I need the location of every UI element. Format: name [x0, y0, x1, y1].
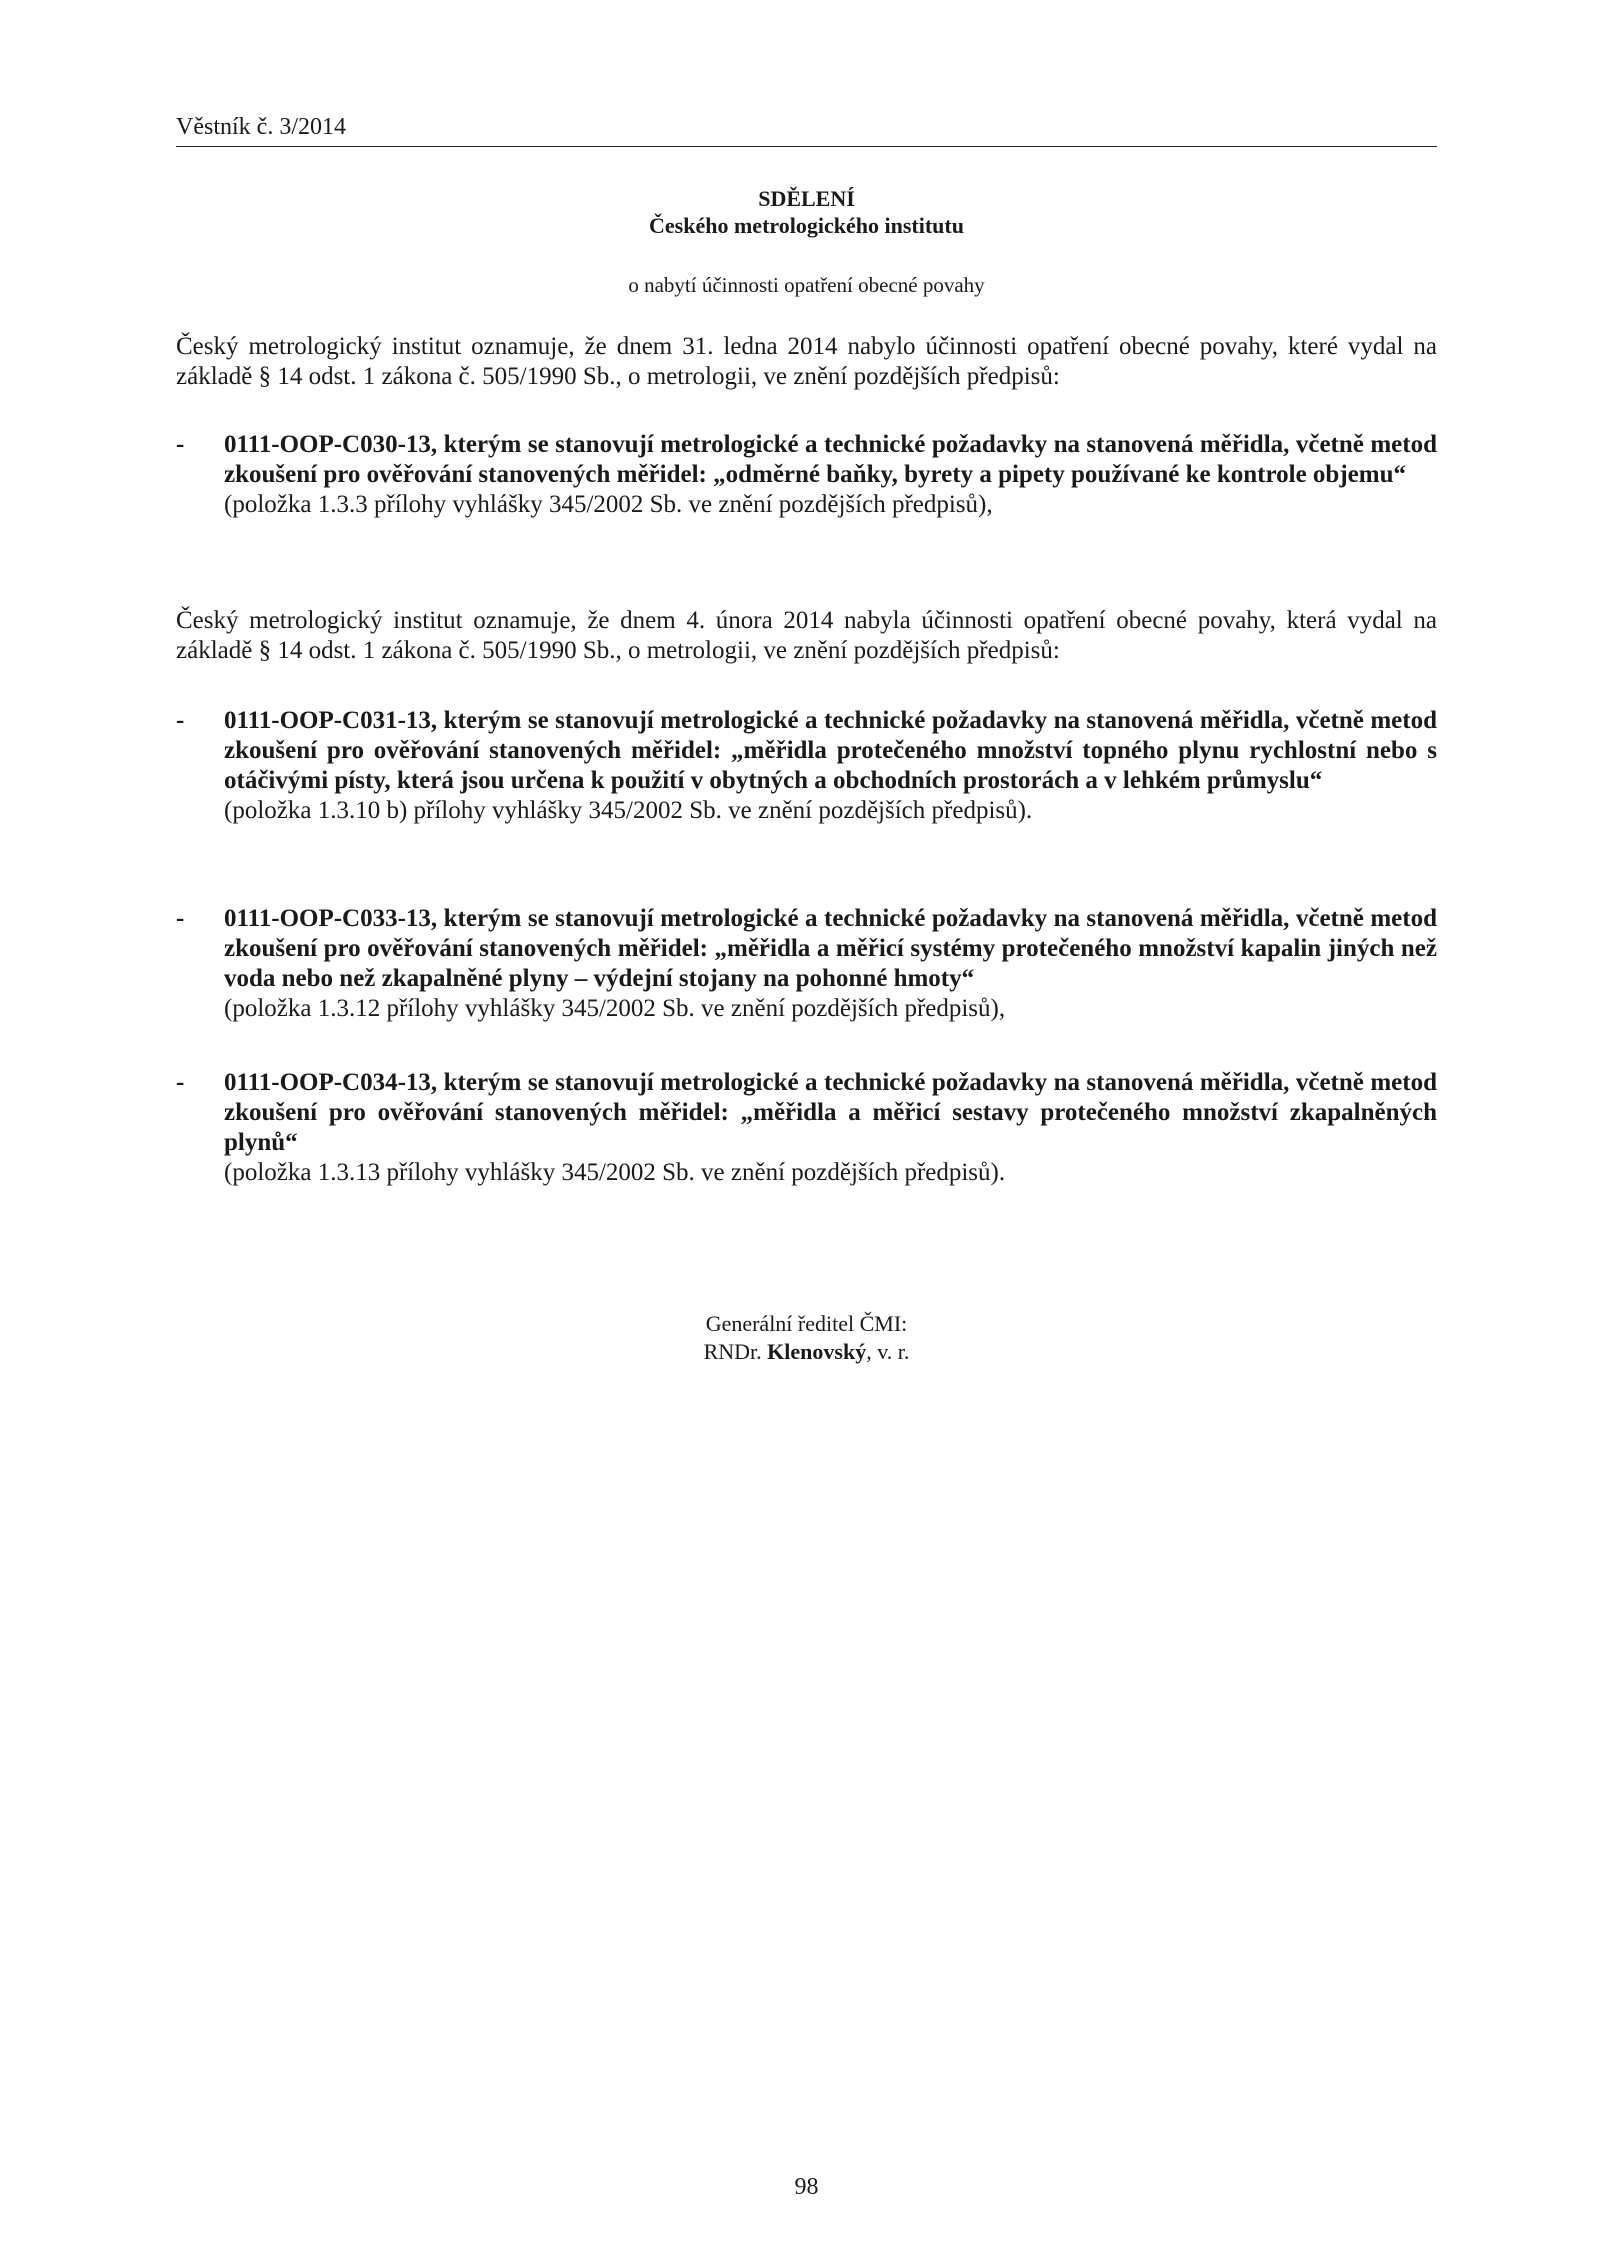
- item-note: (položka 1.3.12 přílohy vyhlášky 345/2002 Sb. ve znění pozdějších předpisů),: [224, 995, 1006, 1022]
- item-note: (položka 1.3.10 b) přílohy vyhlášky 345/2002 Sb. ve znění pozdějších předpisů).: [224, 797, 1033, 824]
- announcement-paragraph-1: Český metrologický institut oznamuje, že dnem 31. ledna 2014 nabylo účinnosti opatření obecné povahy, které vydal na základě § 14 odst. 1 zákona č. 505/1990 Sb., o metrologii, ve znění pozdějších předpisů:: [176, 333, 1437, 390]
- page-number: 98: [794, 2174, 819, 2200]
- document-subject: o nabytí účinnosti opatření obecné povahy: [628, 273, 985, 297]
- list-item: [176, 430, 1437, 520]
- signature-suffix: , v. r.: [866, 1339, 910, 1364]
- item-title: 0111-OOP-C031-13, kterým se stanovují metrologické a technické požadavky na stanovená měřidla, včetně metod zkoušení pro ověřování stanovených měřidel: „měřidla protečeného množství topného plynu rychlostní nebo s otáčivými písty, která jsou určena k použití v obytných a obchodních prostorách a v lehkém průmyslu“: [224, 707, 1437, 794]
- item-title: 0111-OOP-C030-13, kterým se stanovují metrologické a technické požadavky na stanovená měřidla, včetně metod zkoušení pro ověřování stanovených měřidel: „odměrné baňky, byrety a pipety používané ke kontrole objemu“: [224, 431, 1437, 488]
- signature-name: Klenovský: [767, 1339, 867, 1364]
- document-title: SDĚLENÍ: [758, 186, 855, 211]
- signature-prefix: RNDr.: [703, 1339, 762, 1364]
- list-item: [176, 706, 1437, 826]
- list-dash: -: [176, 1069, 185, 1096]
- signature-line: [176, 1338, 1437, 1366]
- document-subtitle: Českého metrologického institutu: [649, 213, 964, 238]
- journal-header: Věstník č. 3/2014: [176, 114, 346, 140]
- list-dash: -: [176, 431, 185, 458]
- list-item: [176, 904, 1437, 1024]
- item-title: 0111-OOP-C034-13, kterým se stanovují metrologické a technické požadavky na stanovená měřidla, včetně metod zkoušení pro ověřování stanovených měřidel: „měřidla a měřicí sestavy protečeného množství zkapalněných plynů“: [224, 1069, 1437, 1156]
- list-dash: -: [176, 707, 185, 734]
- signature-role: Generální ředitel ČMI:: [705, 1311, 908, 1336]
- header-divider: [176, 146, 1437, 147]
- item-note: (položka 1.3.13 přílohy vyhlášky 345/2002 Sb. ve znění pozdějších předpisů).: [224, 1159, 1006, 1186]
- list-item: [176, 1068, 1437, 1188]
- item-note: (položka 1.3.3 přílohy vyhlášky 345/2002 Sb. ve znění pozdějších předpisů),: [224, 491, 993, 518]
- item-title: 0111-OOP-C033-13, kterým se stanovují metrologické a technické požadavky na stanovená měřidla, včetně metod zkoušení pro ověřování stanovených měřidel: „měřidla a měřicí systémy protečeného množství kapalin jiných než voda nebo než zkapalněné plyny – výdejní stojany na pohonné hmoty“: [224, 905, 1437, 992]
- list-dash: -: [176, 905, 185, 932]
- announcement-paragraph-2: Český metrologický institut oznamuje, že dnem 4. února 2014 nabyla účinnosti opatření obecné povahy, která vydal na základě § 14 odst. 1 zákona č. 505/1990 Sb., o metrologii, ve znění pozdějších předpisů:: [176, 607, 1437, 664]
